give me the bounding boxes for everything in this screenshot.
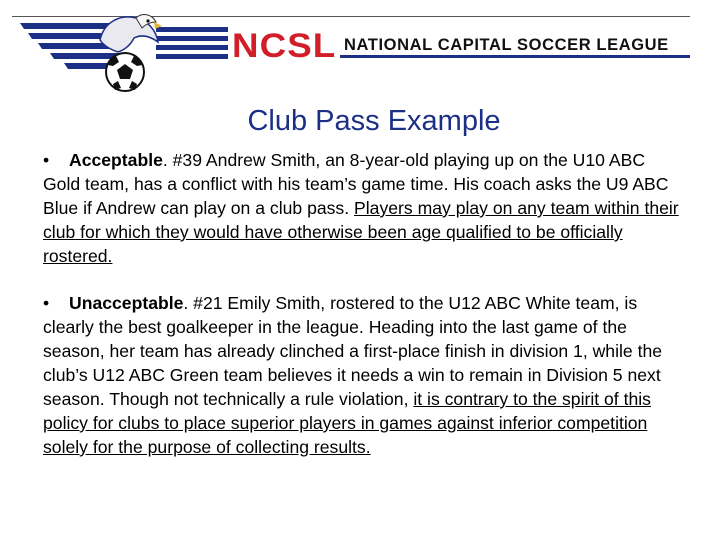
- league-name: NATIONAL CAPITAL SOCCER LEAGUE: [344, 36, 669, 54]
- bullet-marker: •: [43, 150, 50, 170]
- bullet-term: Acceptable: [69, 150, 163, 170]
- eagle-icon: [100, 15, 162, 52]
- bullet-item-acceptable: [43, 148, 683, 268]
- bullet-term: Unacceptable: [69, 293, 184, 313]
- bullet-marker: •: [43, 293, 50, 313]
- bullet-text: . #39 Andrew Smith, an 8-year-old playing up on the U10 ABC Gold team, has a conflict with his team’s game time. His coach asks the U9 ABC Blue if Andrew can play on a club pass.: [43, 150, 669, 218]
- slide-title: Club Pass Example: [247, 105, 501, 137]
- league-abbreviation: NCSL: [232, 27, 337, 65]
- bullet-underlined-text: Players may play on any team within their club for which they would have otherwise been age qualified to be officially rostered.: [43, 198, 679, 266]
- bullet-text: . #21 Emily Smith, rostered to the U12 ABC White team, is clearly the best goalkeeper in the league. Heading into the last game of the season, her team has already clinched a first-place finish in division 1, while the club’s U12 ABC Green team believes it needs a win to remain in Division 5 next season. Though not technically a rule violation,: [43, 293, 663, 409]
- league-header: [0, 0, 720, 100]
- soccer-ball-icon: [106, 53, 144, 91]
- bullet-item-unacceptable: [43, 291, 683, 459]
- bullet-underlined-text: it is contrary to the spirit of this policy for clubs to place superior players in games against inferior competition solely for the purpose of collecting results.: [43, 389, 651, 457]
